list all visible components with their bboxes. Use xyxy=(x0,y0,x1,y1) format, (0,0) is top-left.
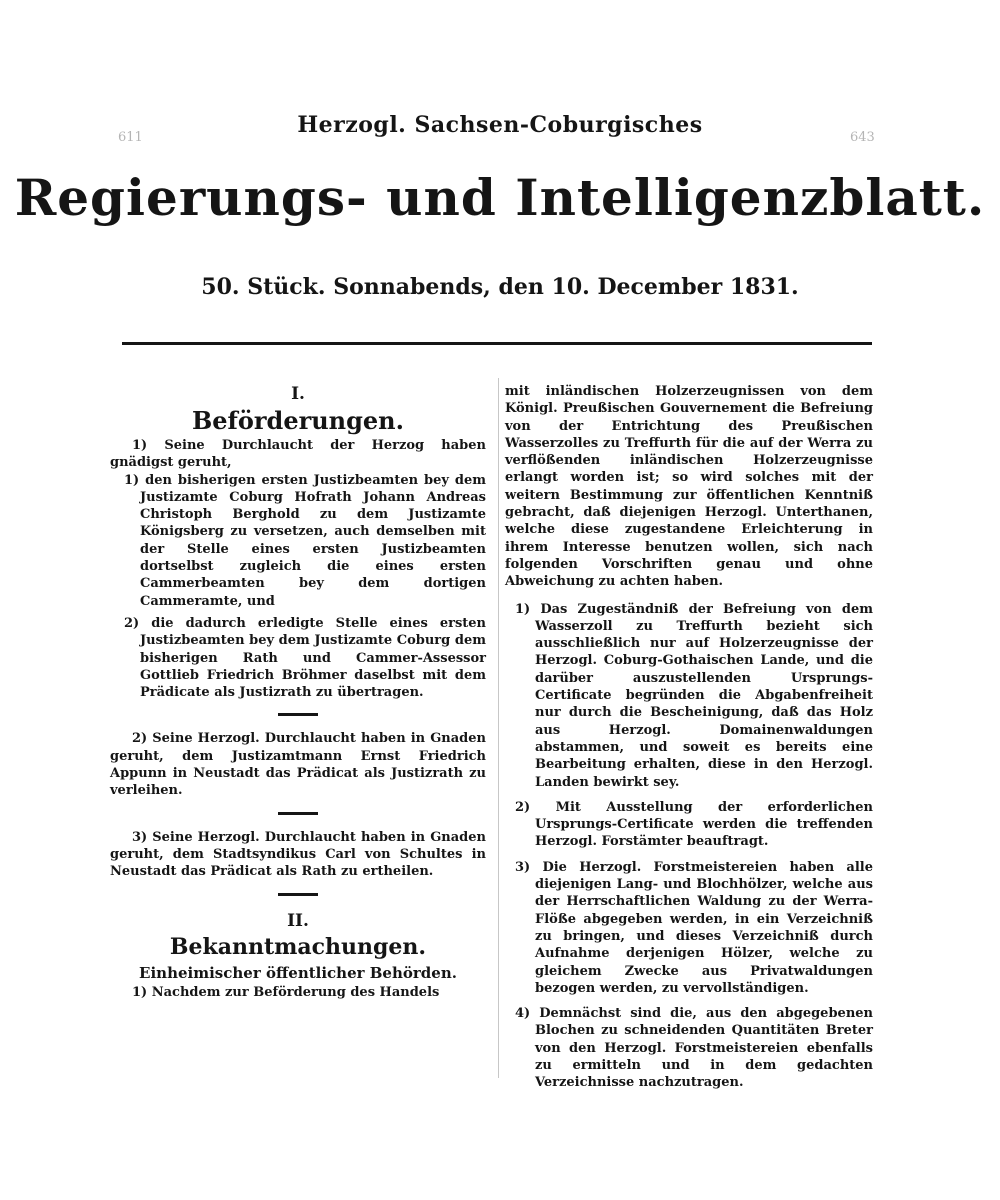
right-intro-paragraph: mit inländischen Holzerzeugnissen von dem Königl. Preußischen Gouvernement die Befreiung von der Entrichtung des Preußischen Wasserzolles zu Treffurth für die auf der Werra zu verflößenden inländischen Holzerzeugnisse erlangt worden ist; so wird solches mit der weitern Bestimmung zur öffentlichen Kenntniß gebracht, daß diejenigen Herzogl. Unterthanen, welche diese zugestandene Erleichterung in ihrem Interesse benutzen wollen, sich nach folgenden Vorschriften genau und ohne Abweichung zu achten haben. xyxy=(505,384,873,590)
bleed-through-page-number-left: 611 xyxy=(118,130,143,145)
separator-rule xyxy=(278,893,318,896)
section-2-title: Bekanntmachungen. xyxy=(169,933,427,960)
paragraph-2: 2) Seine Herzogl. Durchlaucht haben in Gnaden geruht, dem Justizamtmann Ernst Friedrich Appunn in Neustadt das Prädicat als Justizrath zu verleihen. xyxy=(110,731,486,799)
bleed-through-page-number-right: 643 xyxy=(850,130,875,145)
section-2-numeral: II. xyxy=(287,910,309,931)
right-item-3: 3) Die Herzogl. Forstmeistereien haben alle diejenigen Lang- und Blochhölzer, welche aus der Herrschaftlichen Waldung zu der Werra-Flöße abgegeben werden, in ein Verzeichniß zu bringen, und dieses Verzeichniß durch Aufnahme derjenigen Hölzer, welche zu gleichem Zwecke aus Privatwaldungen bezogen werden, zu vervollständigen. xyxy=(515,859,873,996)
right-column xyxy=(505,383,873,1092)
section-2-subtitle: Einheimischer öffentlicher Behörden. xyxy=(139,963,457,982)
paragraph-1: 1) Seine Durchlaucht der Herzog haben gnädigst geruht, xyxy=(110,438,486,471)
masthead-rule xyxy=(122,342,872,345)
section-1-numeral: I. xyxy=(291,384,305,404)
column-divider xyxy=(498,378,499,1078)
paragraph-3: 3) Seine Herzogl. Durchlaucht haben in Gnaden geruht, dem Stadtsyndikus Carl von Schultes in Neustadt das Prädicat als Rath zu ertheilen. xyxy=(110,829,486,880)
masthead-subtitle: Herzogl. Sachsen-Coburgisches xyxy=(297,112,703,138)
left-column xyxy=(110,383,486,1001)
right-item-1: 1) Das Zugeständniß der Befreiung von dem Wasserzoll zu Treffurth bezieht sich ausschließlich nur auf Holzerzeugnisse der Herzogl. Coburg-Gothaischen Lande, und die darüber auszustellenden Ursprungs-Certificate begründen die Abgabenfreiheit nur durch die Bescheinigung, daß das Holz aus Herzogl. Domainenwaldungen abstammen, und soweit es bereits eine Bearbeitung erhalten, diese in den Herzogl. Landen bewirkt sey. xyxy=(515,601,873,790)
separator-rule xyxy=(278,713,318,716)
issue-line: 50. Stück. Sonnabends, den 10. December 1831. xyxy=(201,274,799,300)
section-1-title: Beförderungen. xyxy=(192,406,404,435)
separator-rule xyxy=(278,812,318,815)
masthead-title: Regierungs- und Intelligenzblatt. xyxy=(14,168,986,227)
paragraph-1-a: 1) den bisherigen ersten Justizbeamten bey dem Justizamte Coburg Hofrath Johann Andreas Christoph Berghold zu dem Justizamte Königsberg zu versetzen, auch demselben mit der Stelle eines ersten Justizbeamten dortselbst zugleich die eines ersten Cammerbeamten bey dem dortigen Cammeramte, und xyxy=(124,472,486,609)
paragraph-4: 1) Nachdem zur Beförderung des Handels xyxy=(132,984,440,1000)
right-item-2: 2) Mit Ausstellung der erforderlichen Ursprungs-Certificate werden die treffenden Herzogl. Forstämter beauftragt. xyxy=(515,799,873,850)
right-item-4: 4) Demnächst sind die, aus den abgegebenen Blochen zu schneidenden Quantitäten Breter von den Herzogl. Forstmeistereien ebenfalls zu ermitteln und in dem gedachten Verzeichnisse nachzutragen. xyxy=(515,1006,873,1091)
paragraph-1-b: 2) die dadurch erledigte Stelle eines ersten Justizbeamten bey dem Justizamte Coburg dem bisherigen Rath und Cammer-Assessor Gottlieb Friedrich Bröhmer daselbst mit dem Prädicate als Justizrath zu übertragen. xyxy=(124,615,486,701)
